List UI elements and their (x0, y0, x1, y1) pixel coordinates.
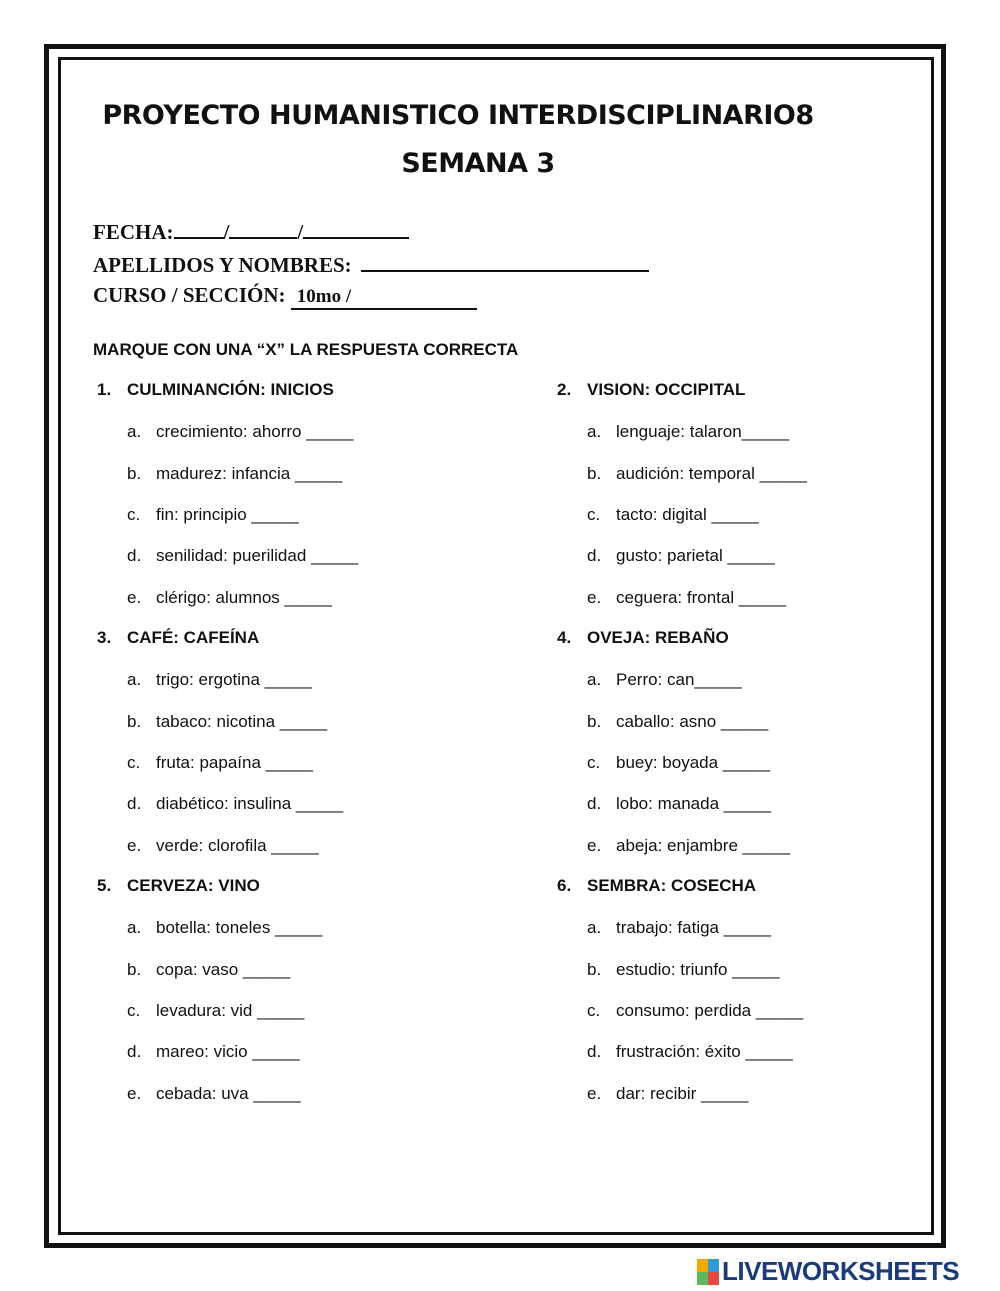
answer-option[interactable] (127, 546, 358, 566)
liveworksheets-logo (697, 1256, 959, 1287)
fecha-year-blank[interactable] (303, 219, 409, 239)
answer-option[interactable] (587, 464, 807, 484)
option-text: diabético: insulina _____ (156, 794, 344, 813)
option-letter: a. (587, 670, 602, 689)
fecha-day-blank[interactable] (174, 219, 224, 239)
question-number: 2. (557, 380, 572, 399)
option-letter: d. (127, 1042, 142, 1061)
option-text: madurez: infancia _____ (156, 464, 343, 483)
question-number: 1. (97, 380, 112, 399)
option-letter: a. (587, 918, 602, 937)
fecha-sep-1: / (223, 220, 230, 244)
question-title: CERVEZA: VINO (127, 876, 260, 895)
answer-option[interactable] (587, 960, 780, 980)
question-number: 3. (97, 628, 112, 647)
answer-option[interactable] (127, 836, 319, 856)
option-letter: d. (587, 1042, 602, 1061)
answer-option[interactable] (127, 918, 322, 938)
nombres-label: APELLIDOS Y NOMBRES: (93, 253, 352, 277)
option-text: consumo: perdida _____ (616, 1001, 804, 1020)
answer-option[interactable] (127, 588, 332, 608)
option-text: verde: clorofila _____ (156, 836, 319, 855)
option-letter: b. (127, 712, 142, 731)
curso-row (93, 283, 477, 310)
question-6 (557, 876, 977, 1106)
answer-option[interactable] (127, 753, 313, 773)
question-5 (97, 876, 517, 1106)
option-letter: e. (127, 1084, 142, 1103)
answer-option[interactable] (587, 794, 771, 814)
logo-icon (697, 1259, 719, 1285)
option-letter: c. (587, 505, 601, 524)
logo-text: LIVEWORKSHEETS (722, 1256, 960, 1286)
question-number: 5. (97, 876, 112, 895)
answer-option[interactable] (587, 505, 759, 525)
answer-option[interactable] (587, 422, 789, 442)
option-letter: c. (587, 1001, 601, 1020)
answer-option[interactable] (127, 505, 299, 525)
question-title: CULMINANCIÓN: INICIOS (127, 380, 334, 399)
answer-option[interactable] (127, 794, 343, 814)
answer-option[interactable] (587, 670, 742, 690)
option-letter: b. (587, 960, 602, 979)
instruction-text: MARQUE CON UNA “X” LA RESPUESTA CORRECTA (93, 340, 519, 359)
option-text: dar: recibir _____ (616, 1084, 749, 1103)
answer-option[interactable] (587, 836, 790, 856)
page-subtitle: SEMANA 3 (401, 148, 555, 179)
option-text: ceguera: frontal _____ (616, 588, 787, 607)
option-letter: a. (127, 918, 142, 937)
question-number: 6. (557, 876, 572, 895)
option-text: levadura: vid _____ (156, 1001, 305, 1020)
option-letter: b. (587, 712, 602, 731)
option-text: caballo: asno _____ (616, 712, 769, 731)
question-2 (557, 380, 977, 610)
option-letter: e. (587, 836, 602, 855)
answer-option[interactable] (587, 546, 775, 566)
option-text: mareo: vicio _____ (156, 1042, 300, 1061)
question-title: SEMBRA: COSECHA (587, 876, 757, 895)
option-letter: c. (587, 753, 601, 772)
fecha-label: FECHA: (93, 220, 174, 244)
option-text: tabaco: nicotina _____ (156, 712, 328, 731)
answer-option[interactable] (127, 670, 312, 690)
option-letter: e. (127, 588, 142, 607)
option-text: gusto: parietal _____ (616, 546, 775, 565)
question-title: OVEJA: REBAÑO (587, 628, 729, 647)
curso-value[interactable]: 10mo / (291, 286, 477, 310)
option-letter: c. (127, 505, 141, 524)
option-letter: e. (127, 836, 142, 855)
answer-option[interactable] (587, 1001, 803, 1021)
option-text: frustración: éxito _____ (616, 1042, 793, 1061)
option-text: senilidad: puerilidad _____ (156, 546, 359, 565)
option-text: cebada: uva _____ (156, 1084, 301, 1103)
question-3 (97, 628, 517, 858)
option-letter: a. (587, 422, 602, 441)
option-text: botella: toneles _____ (156, 918, 323, 937)
option-letter: b. (127, 464, 142, 483)
answer-option[interactable] (127, 1084, 301, 1104)
answer-option[interactable] (587, 588, 786, 608)
option-text: trigo: ergotina _____ (156, 670, 312, 689)
option-text: fin: principio _____ (156, 505, 299, 524)
option-letter: a. (127, 670, 142, 689)
answer-option[interactable] (127, 960, 290, 980)
option-text: lobo: manada _____ (616, 794, 772, 813)
option-letter: e. (587, 1084, 602, 1103)
answer-option[interactable] (127, 464, 342, 484)
option-letter: e. (587, 588, 602, 607)
answer-option[interactable] (587, 753, 770, 773)
answer-option[interactable] (587, 712, 768, 732)
answer-option[interactable] (127, 1001, 304, 1021)
option-letter: d. (587, 794, 602, 813)
answer-option[interactable] (127, 1042, 300, 1062)
question-4 (557, 628, 977, 858)
option-text: estudio: triunfo _____ (616, 960, 780, 979)
nombres-blank[interactable] (361, 252, 649, 272)
option-letter: c. (127, 1001, 141, 1020)
fecha-sep-2: / (297, 220, 304, 244)
fecha-month-blank[interactable] (229, 219, 297, 239)
option-letter: a. (127, 422, 142, 441)
answer-option[interactable] (127, 422, 354, 442)
option-text: buey: boyada _____ (616, 753, 771, 772)
option-text: crecimiento: ahorro _____ (156, 422, 354, 441)
fecha-row (93, 219, 409, 245)
question-title: VISION: OCCIPITAL (587, 380, 746, 399)
option-letter: d. (127, 546, 142, 565)
option-text: abeja: enjambre _____ (616, 836, 790, 855)
page-title: PROYECTO HUMANISTICO INTERDISCIPLINARIO8 (102, 100, 814, 131)
option-letter: c. (127, 753, 141, 772)
option-text: lenguaje: talaron_____ (616, 422, 789, 441)
option-letter: b. (127, 960, 142, 979)
option-text: clérigo: alumnos _____ (156, 588, 332, 607)
question-title: CAFÉ: CAFEÍNA (127, 628, 260, 647)
question-1 (97, 380, 517, 610)
option-text: tacto: digital _____ (616, 505, 759, 524)
question-number: 4. (557, 628, 572, 647)
option-text: trabajo: fatiga _____ (616, 918, 772, 937)
answer-option[interactable] (127, 712, 327, 732)
answer-option[interactable] (587, 1042, 793, 1062)
option-text: Perro: can_____ (616, 670, 742, 689)
nombres-row (93, 252, 649, 278)
option-letter: b. (587, 464, 602, 483)
option-letter: d. (587, 546, 602, 565)
answer-option[interactable] (587, 1084, 748, 1104)
curso-label: CURSO / SECCIÓN: (93, 283, 286, 307)
option-letter: d. (127, 794, 142, 813)
option-text: fruta: papaína _____ (156, 753, 313, 772)
option-text: copa: vaso _____ (156, 960, 291, 979)
answer-option[interactable] (587, 918, 771, 938)
option-text: audición: temporal _____ (616, 464, 807, 483)
